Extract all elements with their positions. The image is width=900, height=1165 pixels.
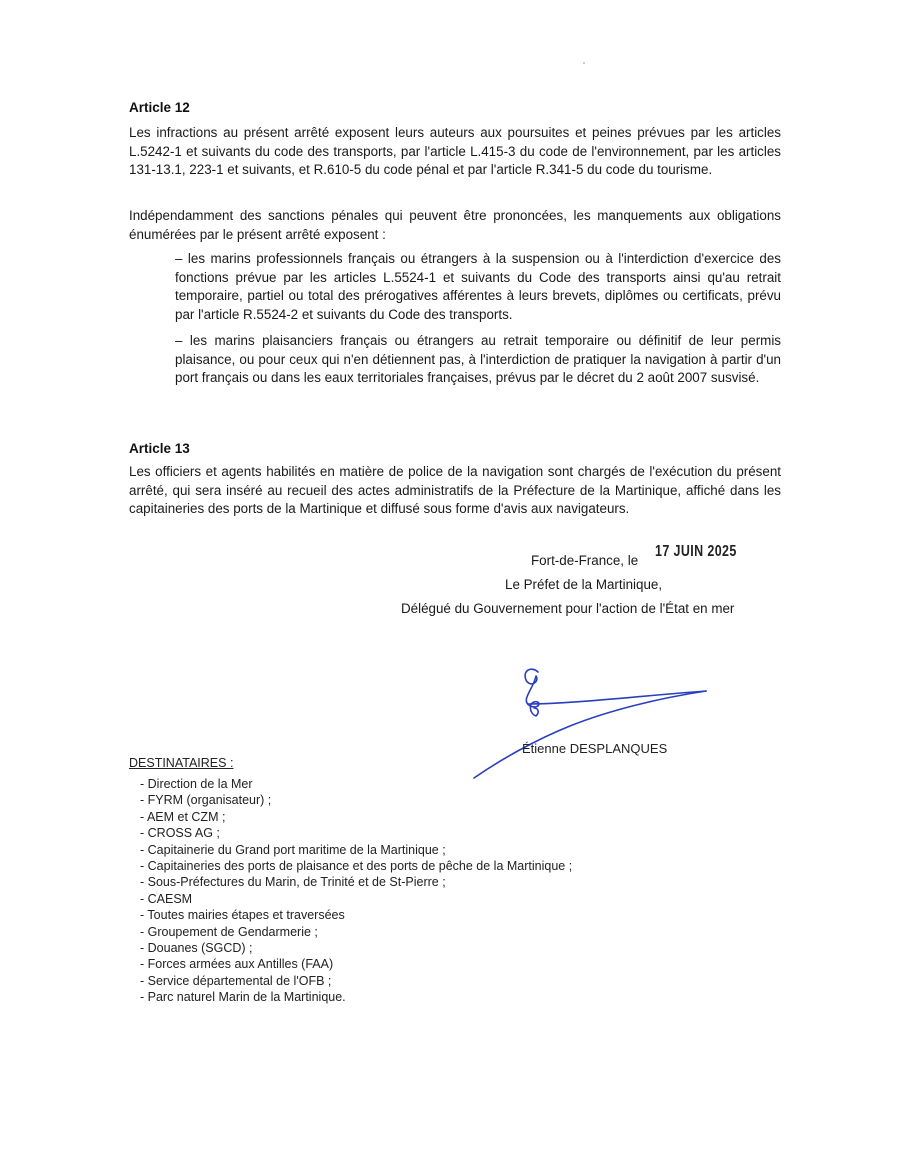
recipient-item: - Sous-Préfectures du Marin, de Trinité et de St-Pierre ; [140, 875, 446, 890]
scan-speck [583, 62, 585, 64]
recipient-item: - Douanes (SGCD) ; [140, 941, 253, 956]
recipient-item: - CROSS AG ; [140, 826, 220, 841]
article-12-title: Article 12 [129, 100, 190, 115]
article-12-item-professionals: – les marins professionnels français ou étrangers à la suspension ou à l'interdiction d'exercice des fonctions prévue par les articles L.5524-1 et suivants du Code des transports ainsi qu'au retrait temporaire, partiel ou total des prérogatives afférentes à leurs brevets, diplômes ou certificats, prévu par l'article R.5524-2 et suivants du Code des transports. [175, 251, 781, 323]
signature-place-line: Fort-de-France, le [531, 553, 639, 568]
article-12-paragraph-1: Les infractions au présent arrêté exposent leurs auteurs aux poursuites et peines prévues par les articles L.5242-1 et suivants du code des transports, par l'article L.415-3 du code de l'environnement, par les articles 131-13.1, 223-1 et suivants, et R.610-5 du code pénal et par l'article R.341-5 du code du tourisme. [129, 125, 781, 178]
article-13-paragraph-1: Les officiers et agents habilités en matière de police de la navigation sont chargés de l'exécution du présent arrêté, qui sera inséré au recueil des actes administratifs de la Préfecture de la Martinique, affiché dans les capitaineries des ports de la Martinique et diffusé sous forme d'avis aux navigateurs. [129, 464, 781, 517]
recipient-item: - CAESM [140, 891, 193, 906]
recipient-item: - Service départemental de l'OFB ; [140, 973, 332, 988]
recipients-title: DESTINATAIRES : [129, 756, 234, 770]
recipient-item: - Groupement de Gendarmerie ; [140, 924, 318, 939]
date-stamp: 17 JUIN 2025 [655, 543, 737, 560]
article-12-item-pleasure-boaters: – les marins plaisanciers français ou étrangers au retrait temporaire ou définitif de leur permis plaisance, ou pour ceux qui n'en détiennent pas, à l'interdiction de pratiquer la navigation à partir d'un port français ou dans les eaux territoriales françaises, prévus par le décret du 2 août 2007 susvisé. [175, 333, 781, 386]
recipient-item: - Capitainerie du Grand port maritime de la Martinique ; [140, 842, 446, 857]
recipients-list [140, 776, 572, 1006]
signatory-title-line-2: Délégué du Gouvernement pour l'action de l'État en mer [401, 601, 735, 616]
handwritten-signature [460, 660, 720, 790]
article-12-paragraph-2: Indépendamment des sanctions pénales qui peuvent être prononcées, les manquements aux obligations énumérées par le présent arrêté exposent : [129, 208, 781, 242]
signer-name: Étienne DESPLANQUES [522, 741, 668, 756]
recipient-item: - Parc naturel Marin de la Martinique. [140, 990, 346, 1005]
recipient-item: - FYRM (organisateur) ; [140, 793, 272, 808]
recipient-item: - Capitaineries des ports de plaisance et des ports de pêche de la Martinique ; [140, 859, 573, 874]
recipient-item: - Forces armées aux Antilles (FAA) [140, 957, 334, 972]
recipient-item: - Toutes mairies étapes et traversées [140, 908, 345, 923]
recipient-item: - Direction de la Mer [140, 777, 253, 791]
recipient-item: - AEM et CZM ; [140, 809, 226, 824]
signatory-title-line-1: Le Préfet de la Martinique, [505, 577, 663, 592]
article-13-title: Article 13 [129, 441, 190, 456]
